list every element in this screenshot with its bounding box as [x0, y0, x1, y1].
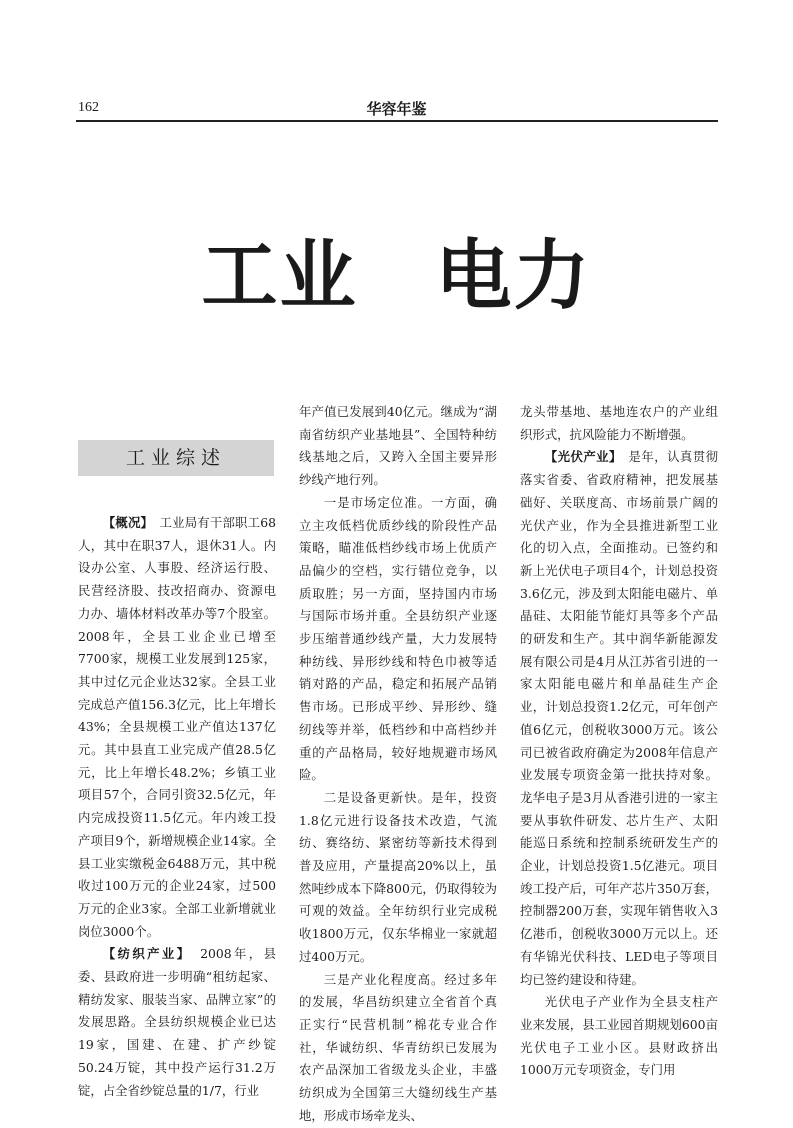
paragraph [78, 943, 276, 1102]
paragraph-lead-label: 【纺织产业】 [102, 946, 186, 962]
section-heading: 工业综述 [125, 447, 226, 469]
paragraph-text: 工业局有干部职工68人，其中在职37人，退休31人。内设办公室、人事股、经济运行股、民营经济股、技改招商办、资源电力办、墙体材料改革办等7个股室。2008年，全县工业企业已增至7700家，规模工业发展到125家，其中过亿元企业达32家。全县工业完成总产值156.3亿元，比上年增长43%；全县规模工业产值达137亿元。其中县直工业完成产值28.5亿元，比上年增长48.2%；乡镇工业项目57个，合同引资32.5亿元，年内完成投资11.5亿元。年内竣工投产项目9个，新增规模企业14家。全县工业实缴税金6488万元，其中税收过100万元的企业24家，过500万元的企业3家。全部工业新增就业岗位3000个。 [78, 515, 276, 939]
paragraph [299, 969, 497, 1128]
paragraph [520, 991, 718, 1082]
chapter-title: 工业 电力 [201, 231, 592, 320]
paragraph [520, 401, 718, 446]
section-heading-box [78, 440, 274, 476]
running-header-title: 华容年鉴 [366, 100, 427, 118]
paragraph [520, 446, 718, 991]
paragraph [299, 787, 497, 969]
paragraph-text: 光伏电子产业作为全县支柱产业来发展，县工业园首期规划600亩光伏电子工业小区。县财政挤出1000万元专项资金，专门用 [520, 994, 718, 1078]
text-column-3 [520, 401, 718, 1082]
paragraph-text: 一是市场定位准。一方面，确立主攻低档优质纱线的阶段性产品策略，瞄准低档纱线市场上优质产品偏少的空档，实行错位竞争，以质取胜；另一方面，坚持国内市场与国际市场并重。全县纺织产业逐步压缩普通纱线产量，大力发展特种纺线、异形纱线和特色巾被等适销对路的产品，稳定和拓展产品销售市场。已形成平纱、异形纱、缝纫线等并举，低档纱和中高档纱并重的产品格局，较好地规避市场风险。 [299, 494, 497, 783]
paragraph [299, 492, 497, 787]
paragraph-text: 龙头带基地、基地连农户的产业组织形式，抗风险能力不断增强。 [520, 404, 718, 442]
paragraph-text: 二是设备更新快。是年，投资1.8亿元进行设备技术改造，气流纺、赛络纺、紧密纺等新技术得到普及应用，产量提高20%以上，虽然吨纱成本下降800元，仍取得较为可观的效益。全年纺织行业完成税收1800万元，仅东华棉业一家就超过400万元。 [299, 789, 497, 964]
paragraph-text: 是年，认真贯彻落实省委、省政府精神，把发展基础好、关联度高、市场前景广阔的光伏产业，作为全县推进新型工业化的切入点，全面推动。已签约和新上光伏电子项目4个，计划总投资3.6亿元，涉及到太阳能电磁片、单晶硅、太阳能节能灯具等多个产品的研发和生产。其中润华新能源发展有限公司是4月从江苏省引进的一家太阳能电磁片和单晶硅生产企业，计划总投资1.2亿元，可年创产值6亿元，创税收3000万元。该公司已被省政府确定为2008年信息产业发展专项资金第一批扶持对象。龙华电子是3月从香港引进的一家主要从事软件研发、芯片生产、太阳能巡日系统和控制系统研发生产的企业，计划总投资1.5亿港元。项目竣工投产后，可年产芯片350万套，控制器200万套，实现年销售收入3亿港币，创税收3000万元以上。还有华锦光伏科技、LED电子等项目均已签约建设和待建。 [520, 449, 719, 987]
paragraph-text: 三是产业化程度高。经过多年的发展，华昌纺织建立全省首个真正实行“民营机制”棉花专业合作社，华诚纺织、华青纺织已发展为农产品深加工省级龙头企业，丰盛纺织成为全国第三大缝纫线生产基地，形成市场牵龙头、 [299, 971, 497, 1123]
page-number: 162 [78, 100, 99, 115]
paragraph [78, 512, 276, 943]
paragraph-lead-label: 【光伏产业】 [544, 449, 616, 465]
paragraph [299, 401, 497, 492]
header-rule [76, 120, 718, 122]
text-column-1 [78, 512, 276, 1102]
paragraph-lead-label: 【概况】 [102, 515, 147, 530]
text-column-2 [299, 401, 497, 1128]
paragraph-text: 年产值已发展到40亿元。继成为“湖南省纺织产业基地县”、全国特种纺线基地之后，又跨入全国主要异形纱线产地行列。 [299, 404, 497, 488]
paragraph-text: 2008年，县委、县政府进一步明确“租纺起家、精纺发家、服装当家、品牌立家”的发展思路。全县纺织规模企业已达19家，国建、在建、扩产纱锭50.24万锭，其中投产运行31.2万锭，占全省纱锭总量的1/7，行业 [78, 946, 276, 1098]
